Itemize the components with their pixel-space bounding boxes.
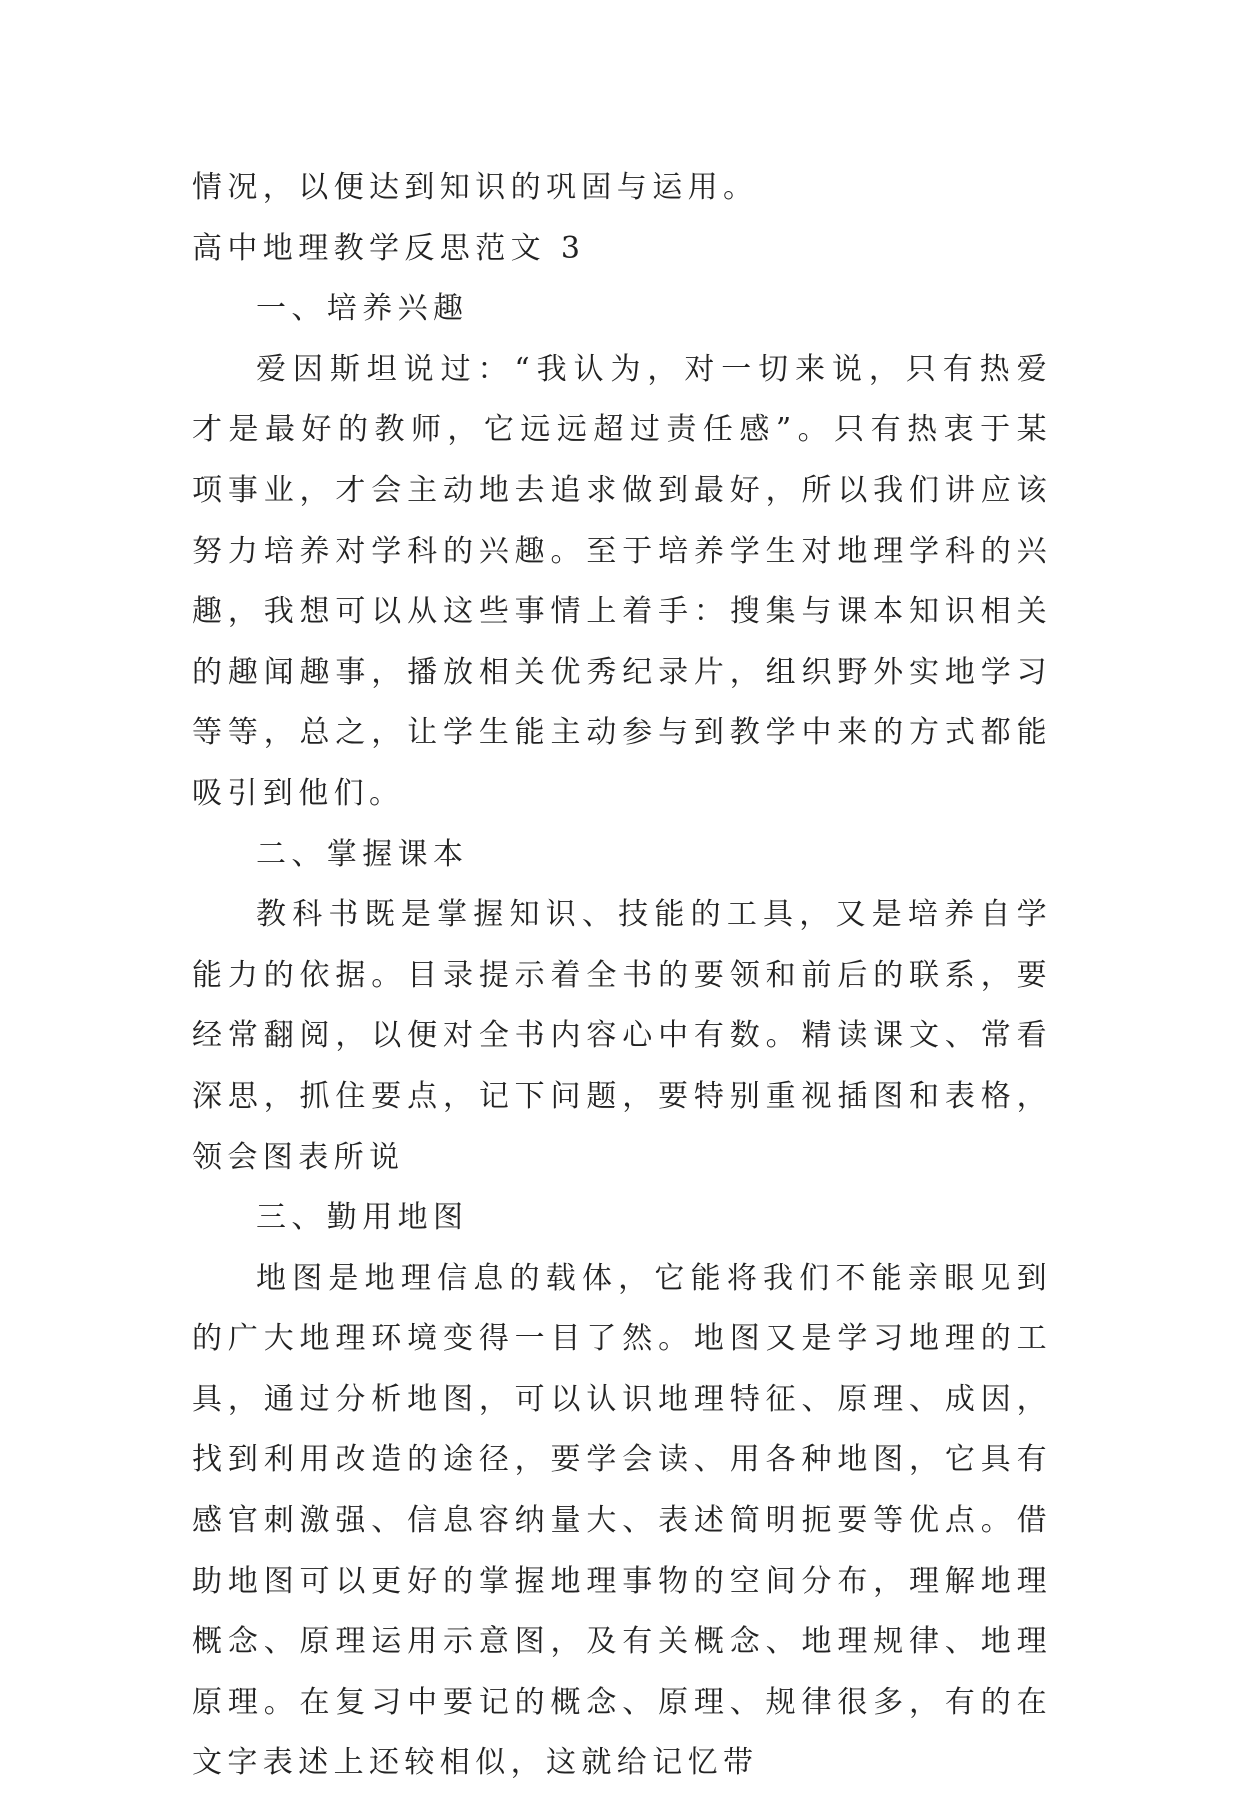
carryover-line: 情况，以便达到知识的巩固与运用。 [192, 170, 759, 205]
section-body: 爱因斯坦说过：“我认为，对一切来说，只有热爱才是最好的教师，它远远超过责任感”。只有热衷于某项事业，才会主动地去追求做到最好，所以我们讲应该努力培养对学科的兴趣。至于培养学生对地理学科的兴趣，我想可以从这些事情上着手：搜集与课本知识相关的趣闻趣事，播放相关优秀纪录片，组织野外实地学习等等，总之，让学生能主动参与到教学中来的方式都能吸引到他们。 [192, 351, 1052, 811]
section-body: 地图是地理信息的载体，它能将我们不能亲眼见到的广大地理环境变得一目了然。地图又是学习地理的工具，通过分析地图，可以认识地理特征、原理、成因，找到利用改造的途径，要学会读、用各种地图，它具有感官刺激强、信息容纳量大、表述简明扼要等优点。借助地图可以更好的掌握地理事物的空间分布，理解地理概念、原理运用示意图，及有关概念、地理规律、地理原理。在复习中要记的概念、原理、规律很多，有的在文字表述上还较相似，这就给记忆带 [192, 1260, 1052, 1781]
section-heading: 二、掌握课本 [256, 836, 469, 872]
section-heading: 三、勤用地图 [256, 1200, 469, 1236]
section-body: 教科书既是掌握知识、技能的工具，又是培养自学能力的依据。目录提示着全书的要领和前后的联系，要经常翻阅，以便对全书内容心中有数。精读课文、常看深思，抓住要点，记下问题，要特别重视插图和表格，领会图表所说 [192, 897, 1052, 1175]
document-title: 高中地理教学反思范文 3 [192, 230, 586, 266]
section-heading: 一、培养兴趣 [256, 291, 469, 327]
document-page [192, 158, 1052, 1794]
